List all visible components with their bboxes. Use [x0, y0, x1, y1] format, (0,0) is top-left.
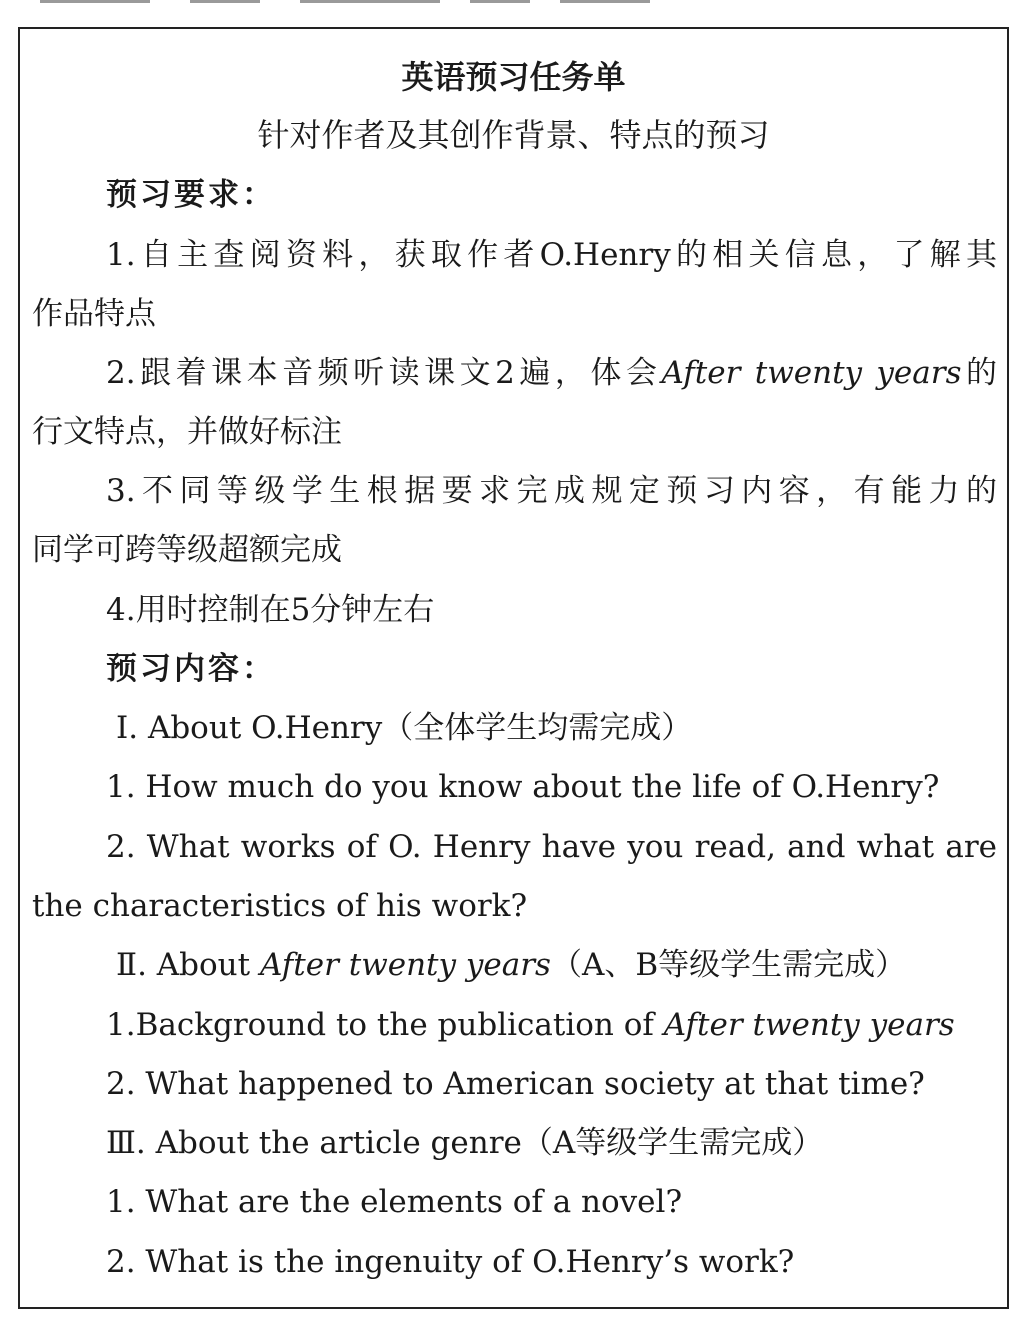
section-1-question-1: 1. How much do you know about the life of O.Henry? [106, 769, 940, 805]
section-1-question-2-line-2: the characteristics of his work? [32, 888, 528, 924]
top-cut-text-strip [0, 0, 1029, 6]
section-2-heading: Ⅱ. About After twenty years（A、B等级学生需完成） [116, 947, 907, 983]
requirement-2-line-2: 行文特点，并做好标注 [32, 414, 342, 450]
section-1-question-2-line-1: 2. What works of O. Henry have you read, and what are [106, 829, 997, 865]
requirement-3-line-1: 3.不同等级学生根据要求完成规定预习内容，有能力的 [106, 473, 997, 509]
section-3-heading: Ⅲ. About the article genre（A等级学生需完成） [106, 1125, 824, 1161]
requirement-1-line-2: 作品特点 [32, 296, 156, 332]
section-2-question-2: 2. What happened to American society at that time? [106, 1066, 925, 1102]
section-1-heading: Ⅰ. About O.Henry（全体学生均需完成） [116, 710, 693, 746]
section-2-question-1: 1.Background to the publication of After twenty years [106, 1007, 955, 1043]
section-3-question-2: 2. What is the ingenuity of O.Henry’s work? [106, 1244, 795, 1280]
requirement-1-line-1: 1.自主查阅资料，获取作者O.Henry的相关信息，了解其 [106, 237, 997, 273]
sheet-title: 英语预习任务单 [401, 58, 626, 96]
task-sheet-frame [18, 27, 1009, 1309]
requirement-4: 4.用时控制在5分钟左右 [106, 592, 435, 628]
content-heading: 预习内容： [106, 651, 276, 687]
requirements-heading: 预习要求： [106, 177, 276, 213]
requirement-3-line-2: 同学可跨等级超额完成 [32, 532, 342, 568]
sheet-subtitle: 针对作者及其创作背景、特点的预习 [257, 116, 770, 154]
section-3-question-1: 1. What are the elements of a novel? [106, 1184, 683, 1220]
requirement-2-line-1: 2.跟着课本音频听读课文2遍，体会After twenty years的 [106, 355, 997, 391]
